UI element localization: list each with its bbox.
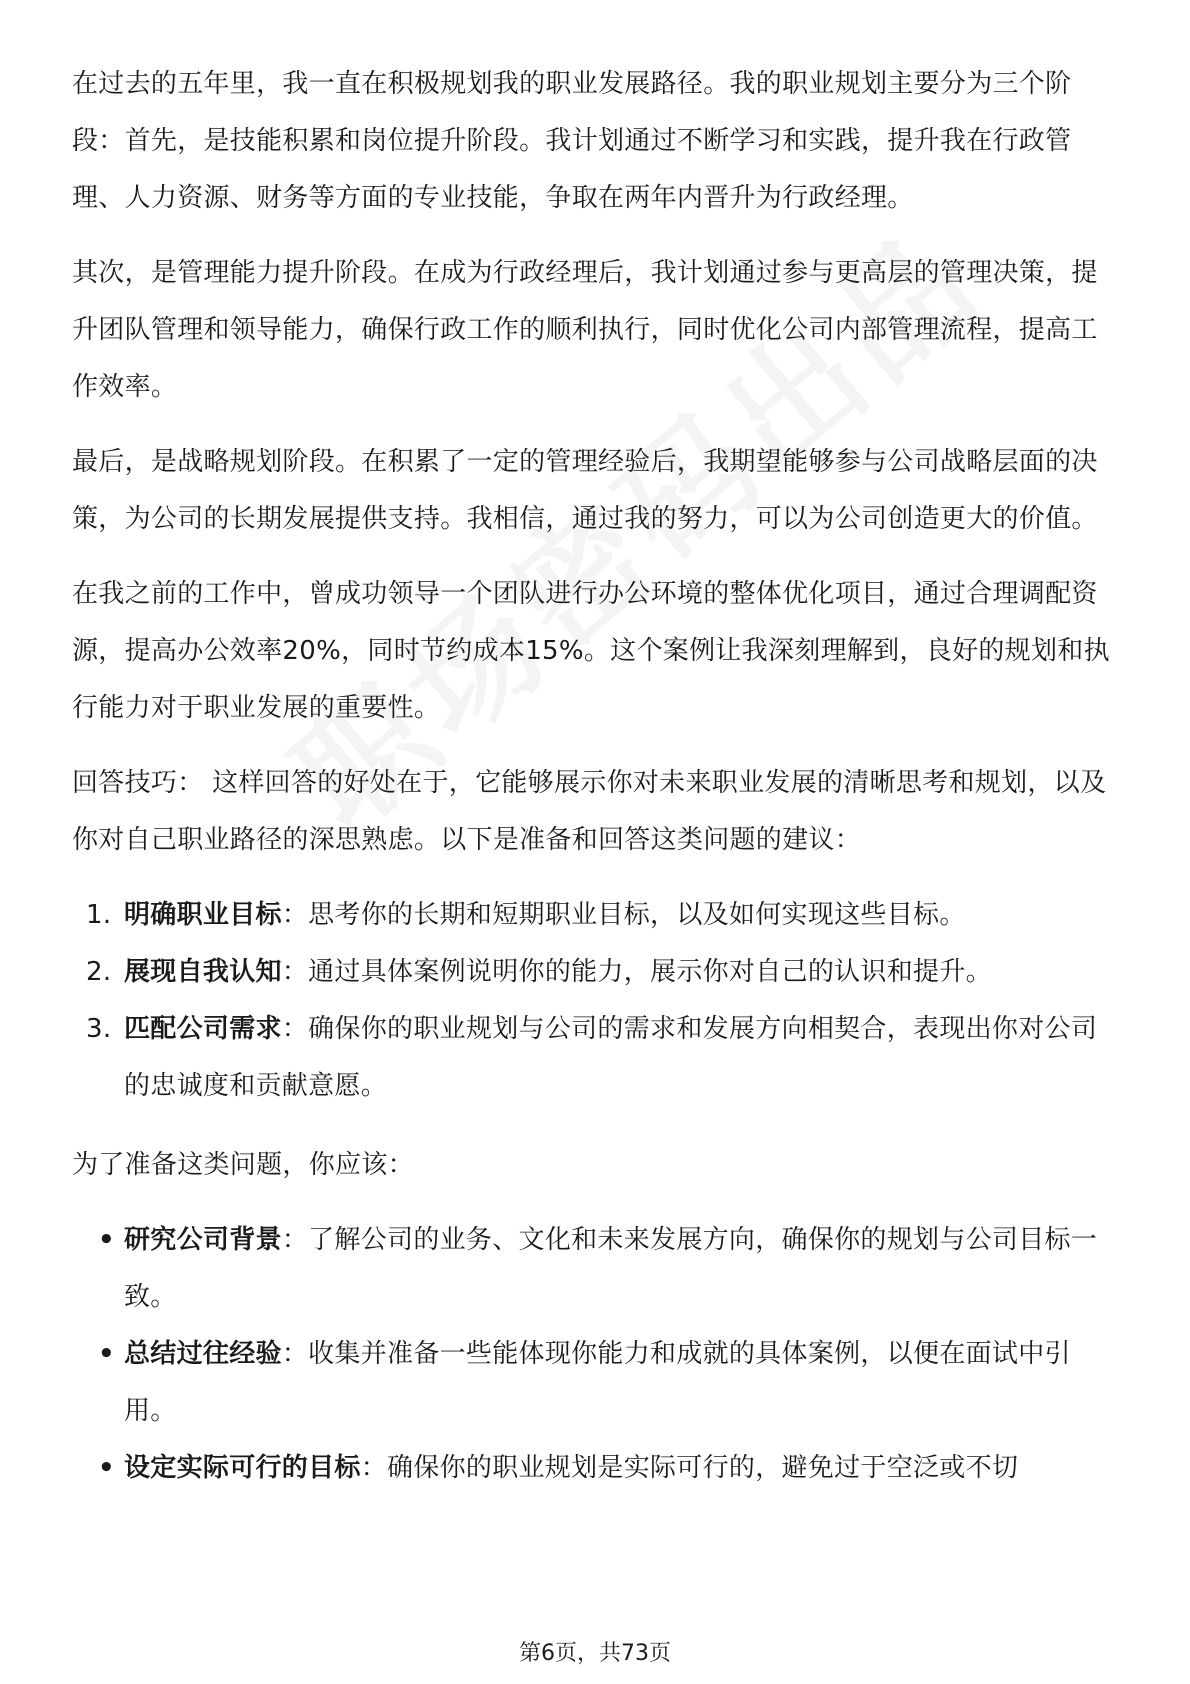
- list-item: [72, 1212, 1112, 1326]
- list-text: ：思考你的长期和短期职业目标，以及如何实现这些目标。: [281, 900, 966, 930]
- list-term: 总结过往经验: [124, 1339, 282, 1369]
- list-term: 研究公司背景: [124, 1225, 282, 1255]
- list-term: 展现自我认知: [124, 957, 282, 987]
- list-term: 匹配公司需求: [124, 1014, 282, 1044]
- list-text: ：通过具体案例说明你的能力，展示你对自己的认识和提升。: [281, 957, 992, 987]
- list-number: 3.: [86, 1014, 112, 1044]
- paragraph-prepare-intro: 为了准备这类问题，你应该：: [72, 1150, 414, 1180]
- list-text: ：了解公司的业务、文化和未来发展方向，确保你的规划与公司目标一致。: [124, 1225, 1098, 1312]
- list-text: ：收集并准备一些能体现你能力和成就的具体案例，以便在面试中引用。: [124, 1339, 1071, 1426]
- list-item: [72, 1440, 1112, 1497]
- paragraph-management-stage: 其次，是管理能力提升阶段。在成为行政经理后，我计划通过参与更高层的管理决策，提升团队管理和领导能力，确保行政工作的顺利执行，同时优化公司内部管理流程，提高工作效率。: [72, 258, 1098, 402]
- paragraph-answer-tips: 回答技巧： 这样回答的好处在于，它能够展示你对未来职业发展的清晰思考和规划，以及你对自己职业路径的深思熟虑。以下是准备和回答这类问题的建议：: [72, 768, 1107, 855]
- page-footer: 第6页，共73页: [519, 1641, 671, 1666]
- list-text: ：确保你的职业规划与公司的需求和发展方向相契合，表现出你对公司的忠诚度和贡献意愿。: [124, 1014, 1098, 1101]
- list-item: [72, 944, 1112, 1001]
- document-body: [72, 56, 1112, 1519]
- list-term: 明确职业目标: [124, 900, 282, 930]
- list-item: [72, 1326, 1112, 1440]
- bullet-prepare-list: [72, 1212, 1112, 1497]
- bullet-icon: •: [98, 1339, 115, 1369]
- bullet-icon: •: [98, 1225, 115, 1255]
- paragraph-strategy-stage: 最后，是战略规划阶段。在积累了一定的管理经验后，我期望能够参与公司战略层面的决策，为公司的长期发展提供支持。我相信，通过我的努力，可以为公司创造更大的价值。: [72, 447, 1098, 534]
- list-text: ：确保你的职业规划是实际可行的，避免过于空泛或不切: [360, 1453, 1019, 1483]
- list-number: 1.: [86, 900, 112, 930]
- bullet-icon: •: [98, 1453, 115, 1483]
- list-number: 2.: [86, 957, 112, 987]
- paragraph-case-example: 在我之前的工作中，曾成功领导一个团队进行办公环境的整体优化项目，通过合理调配资源，提高办公效率20%，同时节约成本15%。这个案例让我深刻理解到，良好的规划和执行能力对于职业发展的重要性。: [72, 579, 1110, 723]
- paragraph-career-stages: 在过去的五年里，我一直在积极规划我的职业发展路径。我的职业规划主要分为三个阶段：首先，是技能积累和岗位提升阶段。我计划通过不断学习和实践，提升我在行政管理、人力资源、财务等方面的专业技能，争取在两年内晋升为行政经理。: [72, 69, 1072, 213]
- numbered-tips-list: [72, 887, 1112, 1115]
- list-item: [72, 1001, 1112, 1115]
- list-item: [72, 887, 1112, 944]
- list-term: 设定实际可行的目标: [124, 1453, 361, 1483]
